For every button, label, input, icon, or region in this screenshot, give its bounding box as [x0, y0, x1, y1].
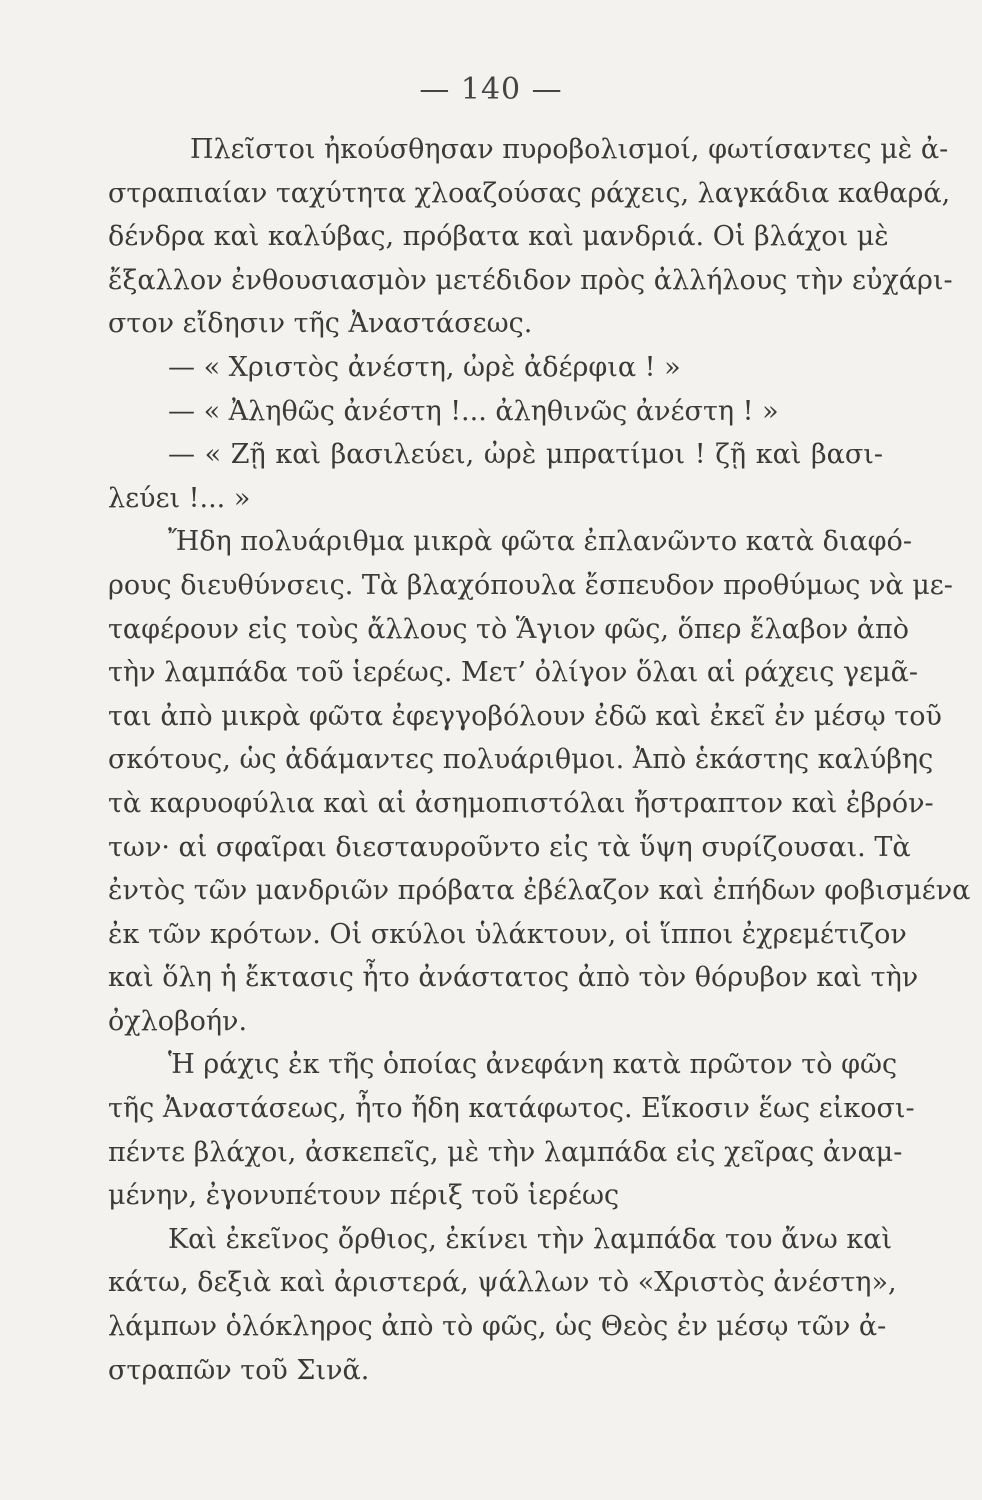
text-line: ὀχλοβοήν.	[108, 1005, 248, 1037]
text-line: στραπιαίαν ταχύτητα χλοαζούσας ράχεις, λαγκάδια καθαρά,	[108, 177, 951, 209]
text-line: καὶ ὅλη ἡ ἔκτασις ἦτο ἀνάστατος ἀπὸ τὸν θόρυβον καὶ τὴν	[108, 962, 919, 994]
text-line: ται ἀπὸ μικρὰ φῶτα ἐφεγγοβόλουν ἐδῶ καὶ ἐκεῖ ἐν μέσῳ τοῦ	[108, 700, 942, 732]
text-line: λεύει !... »	[108, 482, 251, 514]
text-line: ρους διευθύνσεις. Τὰ βλαχόπουλα ἔσπευδον προθύμως νὰ με-	[108, 569, 953, 601]
text-line: Ἤδη πολυάριθμα μικρὰ φῶτα ἐπλανῶντο κατὰ διαφό-	[168, 526, 912, 558]
text-line: Πλεῖστοι ἠκούσθησαν πυροβολισμοί, φωτίσαντες μὲ ἀ-	[190, 134, 949, 165]
text-line: στον εἴδησιν τῆς Ἀναστάσεως.	[108, 308, 533, 340]
text-line: ταφέρουν εἰς τοὺς ἄλλους τὸ Ἅγιον φῶς, ὅπερ ἔλαβον ἀπὸ	[108, 613, 909, 645]
text-line: πέντε βλάχοι, ἀσκεπεῖς, μὲ τὴν λαμπάδα εἰς χεῖρας ἀναμ-	[108, 1136, 903, 1168]
text-line: κάτω, δεξιὰ καὶ ἀριστερά, ψάλλων τὸ «Χριστὸς ἀνέστη»,	[108, 1267, 897, 1299]
text-line: Ἡ ράχις ἐκ τῆς ὁποίας ἀνεφάνη κατὰ πρῶτον τὸ φῶς	[168, 1049, 898, 1081]
text-line: στραπῶν τοῦ Σινᾶ.	[108, 1354, 370, 1386]
text-line: ἔξαλλον ἐνθουσιασμὸν μετέδιδον πρὸς ἀλλήλους τὴν εὐχάρι-	[108, 264, 953, 296]
text-line: τῆς Ἀναστάσεως, ἦτο ἤδη κατάφωτος. Εἴκοσιν ἕως εἰκοσι-	[108, 1093, 915, 1125]
page-number: — 140 —	[419, 72, 563, 107]
text-line: ἐντὸς τῶν μανδριῶν πρόβατα ἐβέλαζον καὶ ἐπήδων φοβισμένα	[108, 875, 971, 907]
text-line: λάμπων ὁλόκληρος ἀπὸ τὸ φῶς, ὡς Θεὸς ἐν μέσῳ τῶν ἀ-	[108, 1311, 887, 1343]
text-line: ἐκ τῶν κρότων. Οἱ σκύλοι ὑλάκτουν, οἱ ἵπποι ἐχρεμέτιζον	[108, 918, 907, 950]
text-line: των· αἱ σφαῖραι διεσταυροῦντο εἰς τὰ ὕψη συρίζουσαι. Τὰ	[108, 831, 911, 863]
text-line: — « Ζῇ καὶ βασιλεύει, ὠρὲ μπρατίμοι ! ζῇ καὶ βασι-	[168, 439, 883, 471]
text-line: μένην, ἐγονυπέτουν πέριξ τοῦ ἱερέως	[108, 1180, 620, 1212]
text-line: — « Ἀληθῶς ἀνέστη !... ἀληθινῶς ἀνέστη ! »	[168, 395, 779, 427]
text-line: — « Χριστὸς ἀνέστη, ὠρὲ ἀδέρφια ! »	[168, 351, 681, 383]
text-line: τὰ καρυοφύλια καὶ αἱ ἀσημοπιστόλαι ἤστραπτον καὶ ἐβρόν-	[108, 787, 934, 819]
text-line: σκότους, ὡς ἀδάμαντες πολυάριθμοι. Ἀπὸ ἑκάστης καλύβης	[108, 744, 934, 776]
text-line: Καὶ ἐκεῖνος ὄρθιος, ἐκίνει τὴν λαμπάδα του ἄνω καὶ	[168, 1223, 893, 1255]
text-line: τὴν λαμπάδα τοῦ ἱερέως. Μετ’ ὀλίγον ὅλαι αἱ ράχεις γεμᾶ-	[108, 657, 918, 689]
text-line: δένδρα καὶ καλύβας, πρόβατα καὶ μανδριά. Οἱ βλάχοι μὲ	[108, 221, 889, 253]
body-text	[108, 128, 971, 1392]
